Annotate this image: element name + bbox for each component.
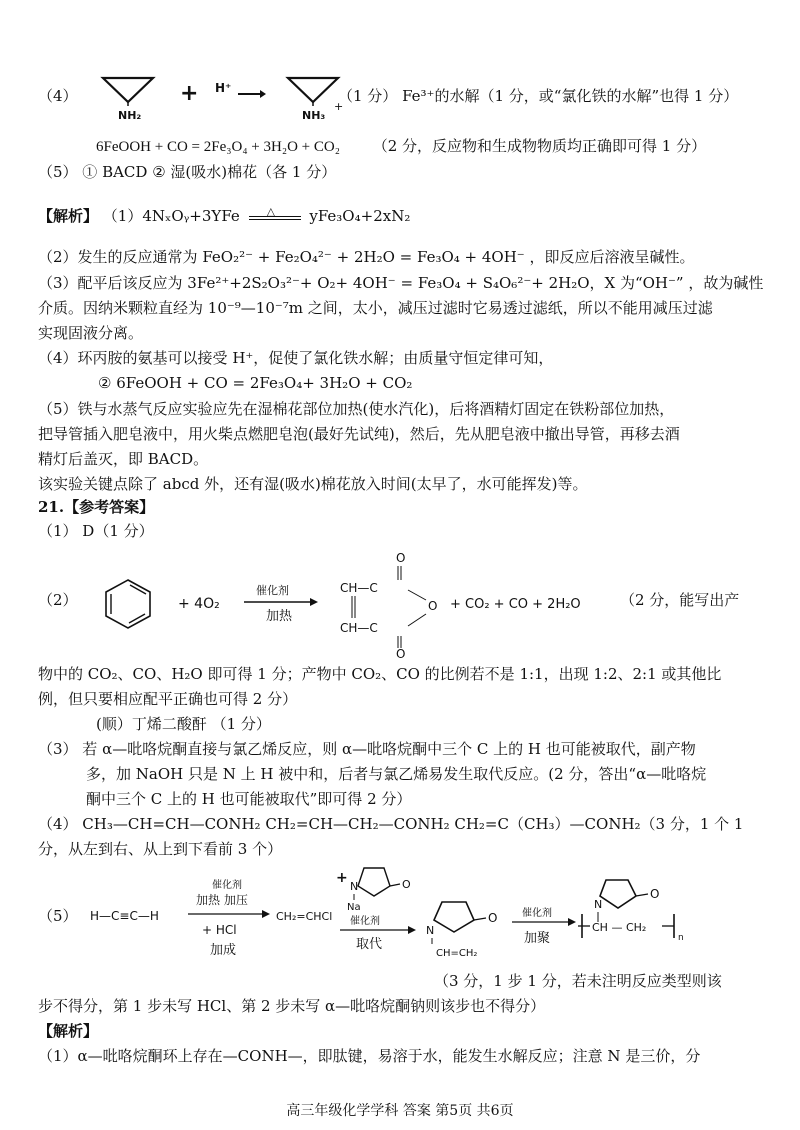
- step3-catalyst: 催化剂: [522, 908, 552, 919]
- step1-conditions: 加热 加压: [196, 893, 248, 907]
- q21-5-route: [38, 862, 768, 972]
- acetylene: H—C≡C—H: [90, 909, 159, 923]
- catalyst-label: 催化剂: [256, 584, 289, 597]
- nh3-label: NH₃: [302, 109, 326, 122]
- q20-4-score: （1 分） Fe³⁺的水解（1 分，或“氯化铁的水解”也得 1 分）: [338, 87, 739, 105]
- carbonyl-o-top: O: [396, 551, 406, 565]
- q21-5-label: （5）: [38, 907, 78, 925]
- o2-reactant: + 4O₂: [178, 596, 220, 612]
- heat-symbol: △: [266, 205, 276, 218]
- pvp-o: O: [650, 887, 660, 901]
- q20-4-scheme: [88, 72, 348, 122]
- q20-analysis-6: 该实验关键点除了 abcd 外，还有湿(吸水)棉花放入时间(太早了，水可能挥发)等。: [38, 475, 588, 493]
- q21-5-score-b: 步不得分，第 1 步未写 HCl、第 2 步未写 α—吡咯烷酮钠则该步也不得分）: [38, 997, 546, 1015]
- q20-analysis-3b: 介质。因纳米颗粒直经为 10⁻⁹—10⁻⁷m 之间，太小，减压过滤时它易透过滤纸，所以不能用减压过滤: [38, 299, 713, 317]
- page-footer: 高三年级化学学科 答案 第5页 共6页: [286, 1103, 514, 1119]
- q20-4-equation: [96, 136, 762, 157]
- h-ion: H⁺: [215, 81, 232, 95]
- ch-c-bottom: CH—C: [340, 621, 378, 635]
- q21-2-name: (顺）丁烯二酸酐 （1 分）: [96, 715, 271, 733]
- q20-analysis-1: [38, 206, 762, 226]
- heat-label: 加热: [266, 609, 293, 624]
- carbonyl-o-bottom: O: [396, 647, 406, 658]
- step1-type: 加成: [210, 943, 237, 958]
- vinyl-chloride: CH₂=CHCl: [276, 910, 333, 923]
- q21-2-note-a: 物中的 CO₂、CO、H₂O 即可得 1 分；产物中 CO₂、CO 的比例若不是 1:1，出现 1:2、2:1 或其他比: [38, 665, 722, 683]
- pyrrolidone-sodium-structure: [336, 868, 411, 913]
- nh2-label: NH₂: [118, 109, 142, 122]
- pvp-n: N: [594, 898, 603, 911]
- step2-arrow-head: [408, 926, 416, 934]
- step1-hcl: + HCl: [202, 923, 237, 937]
- q21-2-label: （2）: [38, 591, 78, 609]
- q20-analysis-5c: 精灯后盖灭，即 BACD。: [38, 450, 209, 468]
- q20-analysis-5b: 把导管插入肥皂液中，用火柴点燃肥皂泡(最好先试纯)，然后，先从肥皂液中撤出导管，再移去酒: [38, 425, 680, 443]
- maleic-anhydride-structure: [340, 551, 437, 658]
- analysis-1-left: （1）4NₓOᵧ+3YFe: [102, 207, 240, 225]
- q20-analysis-5a: （5）铁与水蒸气反应实验应先在湿棉花部位加热(使水汽化)，后将酒精灯固定在铁粉部位加热，: [38, 400, 675, 418]
- nh3-plus: +: [334, 100, 344, 113]
- plus-sign: +: [180, 81, 199, 106]
- q20-analysis-2: （2）发生的反应通常为 FeO₂²⁻ + Fe₂O₄²⁻ + 2H₂O = Fe₃O₄ + 4OH⁻ ，即反应后溶液呈碱性。: [38, 248, 695, 266]
- cyclopropylammonium-structure: [288, 78, 343, 122]
- pvp-polymer-structure: [578, 880, 684, 943]
- reaction-arrow-head: [260, 90, 266, 98]
- step1-arrow-head: [262, 910, 270, 918]
- q21-2-scheme: [78, 548, 638, 658]
- q21-5-scheme: [84, 862, 764, 972]
- q21-4a: （4） CH₃—CH=CH—CONH₂ CH₂=CH—CH₂—CONH₂ CH₂=C（CH₃）—CONH₂（3 分，1 个 1: [38, 815, 744, 833]
- q21-analysis-tag: 【解析】: [38, 1022, 99, 1040]
- q21-3a: （3） 若 α—吡咯烷酮直接与氯乙烯反应，则 α—吡咯烷酮中三个 C 上的 H 也可能被取代，副产物: [38, 740, 696, 758]
- n-vinylpyrrolidone-structure: [426, 902, 497, 959]
- q21-1: （1） D（1 分）: [38, 522, 154, 540]
- reagent-n: N: [350, 880, 359, 893]
- q21-2-products: + CO₂ + CO + 2H₂O: [450, 597, 581, 612]
- step3-type: 加聚: [524, 931, 551, 946]
- q21-3b: 多，加 NaOH 只是 N 上 H 被中和，后者与氯乙烯易发生取代反应。(2 分，答出“α—吡咯烷: [86, 765, 707, 783]
- reaction-arrow-head: [310, 598, 318, 606]
- reagent-o: O: [402, 878, 411, 891]
- step1-catalyst: 催化剂: [212, 880, 242, 891]
- q21-2-reaction: [38, 548, 768, 658]
- q20-analysis-3c: 实现固液分离。: [38, 324, 144, 342]
- q21-heading: 21.【参考答案】: [38, 498, 155, 516]
- nvp-vinyl: CH=CH₂: [436, 948, 478, 959]
- heat-arrow: [245, 205, 305, 224]
- q20-analysis-4-eq: ② 6FeOOH + CO = 2Fe₃O₄+ 3H₂O + CO₂: [98, 374, 413, 392]
- q21-2-score: （2 分，能写出产: [620, 591, 740, 609]
- q20-4-eq-note: （2 分，反应物和生成物物质均正确即可得 1 分）: [372, 137, 707, 155]
- analysis-tag: 【解析】: [38, 207, 99, 225]
- q20-4-reaction: [38, 72, 768, 122]
- q20-analysis-4: （4）环丙胺的氨基可以接受 H⁺，促使了氯化铁水解；由质量守恒定律可知，: [38, 349, 554, 367]
- ring-o: O: [428, 599, 438, 613]
- cyclopropylamine-structure: [103, 78, 153, 122]
- pvp-chain: CH — CH₂: [592, 921, 647, 934]
- q21-analysis-1: （1）α—吡咯烷酮环上存在—CONH—，即肽键，易溶于水，能发生水解反应；注意 N 是三价，分: [38, 1047, 701, 1065]
- q21-5-score-a: （3 分，1 步 1 分，若未注明反应类型则该: [434, 972, 722, 990]
- benzene-structure: [106, 580, 150, 628]
- q21-2-note-b: 例，但只要相应配平正确也可得 2 分）: [38, 690, 298, 708]
- step2-type: 取代: [356, 937, 383, 952]
- nvp-o: O: [488, 911, 498, 925]
- q20-4-label: （4）: [38, 87, 78, 105]
- step3-arrow-head: [568, 918, 576, 926]
- q20-4-eq-text: 6FeOOH + CO = 2Fe₃O₄ + 3H₂O + CO₂: [96, 139, 340, 155]
- pvp-n-sub: n: [678, 933, 684, 943]
- q20-5: （5） ① BACD ② 湿(吸水)棉花（各 1 分）: [38, 163, 337, 181]
- q21-3c: 酮中三个 C 上的 H 也可能被取代”即可得 2 分）: [86, 790, 412, 808]
- q20-analysis-3a: （3）配平后该反应为 3Fe²⁺+2S₂O₃²⁻+ O₂+ 4OH⁻ = Fe₃O₄ + S₄O₆²⁻+ 2H₂O，X 为“OH⁻” ，故为碱性: [38, 274, 764, 292]
- q21-4b: 分，从左到右、从上到下看前 3 个）: [38, 840, 283, 858]
- ch-c-top: CH—C: [340, 581, 378, 595]
- nvp-n: N: [426, 924, 435, 937]
- analysis-1-right: yFe₃O₄+2xN₂: [309, 207, 411, 225]
- reagent-na: Na: [347, 902, 361, 913]
- step2-catalyst: 催化剂: [350, 916, 380, 927]
- reagent-plus: +: [336, 870, 348, 886]
